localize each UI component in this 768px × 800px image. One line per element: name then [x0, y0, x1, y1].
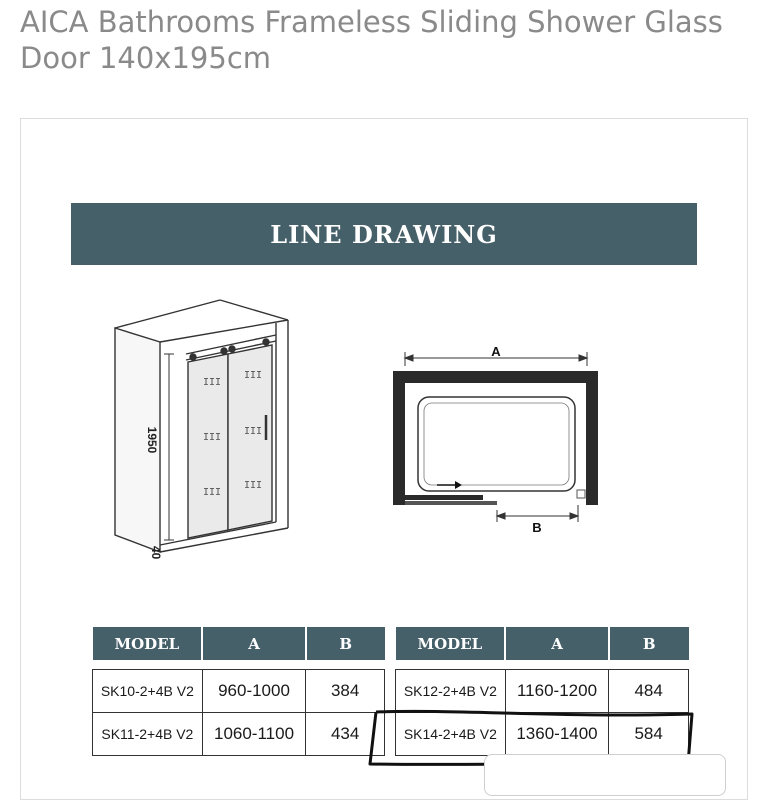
b-cell: 584: [609, 713, 689, 756]
header-a: A: [505, 627, 609, 660]
spec-table-left: [92, 627, 385, 756]
model-cell: SK14-2+4B V2: [396, 713, 506, 756]
bottom-dimension-label: 40: [149, 546, 163, 560]
model-cell: SK10-2+4B V2: [93, 670, 203, 713]
a-cell: 1160-1200: [505, 670, 609, 713]
b-cell: 484: [609, 670, 689, 713]
dimension-b-label: B: [532, 520, 542, 535]
product-title: AICA Bathrooms Frameless Sliding Shower Glass Door 140x195cm: [20, 5, 723, 75]
model-cell: SK12-2+4B V2: [396, 670, 506, 713]
model-cell: SK11-2+4B V2: [93, 713, 203, 756]
glass-hatch-mark: III: [203, 487, 222, 498]
table-header-row: [396, 627, 689, 660]
header-model: MODEL: [93, 627, 203, 660]
zoom-control[interactable]: [484, 754, 726, 796]
glass-hatch-mark: III: [203, 432, 222, 443]
table-row: [93, 670, 385, 713]
a-cell: 1060-1100: [202, 713, 306, 756]
header-model: MODEL: [396, 627, 506, 660]
table-header-row: [93, 627, 385, 660]
glass-hatch-mark: III: [244, 370, 263, 381]
dimension-a-label: A: [491, 344, 501, 359]
line-drawing-banner: LINE DRAWING: [71, 203, 697, 265]
header-b: B: [609, 627, 689, 660]
header-b: B: [306, 627, 385, 660]
plan-view-drawing: [385, 340, 605, 535]
glass-hatch-mark: III: [203, 377, 222, 388]
glass-hatch-mark: III: [244, 480, 263, 491]
height-dimension-label: 1950: [145, 426, 159, 454]
header-a: A: [202, 627, 306, 660]
glass-hatch-mark: III: [244, 426, 263, 437]
table-row: [93, 713, 385, 756]
a-cell: 960-1000: [202, 670, 306, 713]
enclosure-3d-drawing: [100, 290, 300, 560]
b-cell: 384: [306, 670, 385, 713]
b-cell: 434: [306, 713, 385, 756]
a-cell: 1360-1400: [505, 713, 609, 756]
